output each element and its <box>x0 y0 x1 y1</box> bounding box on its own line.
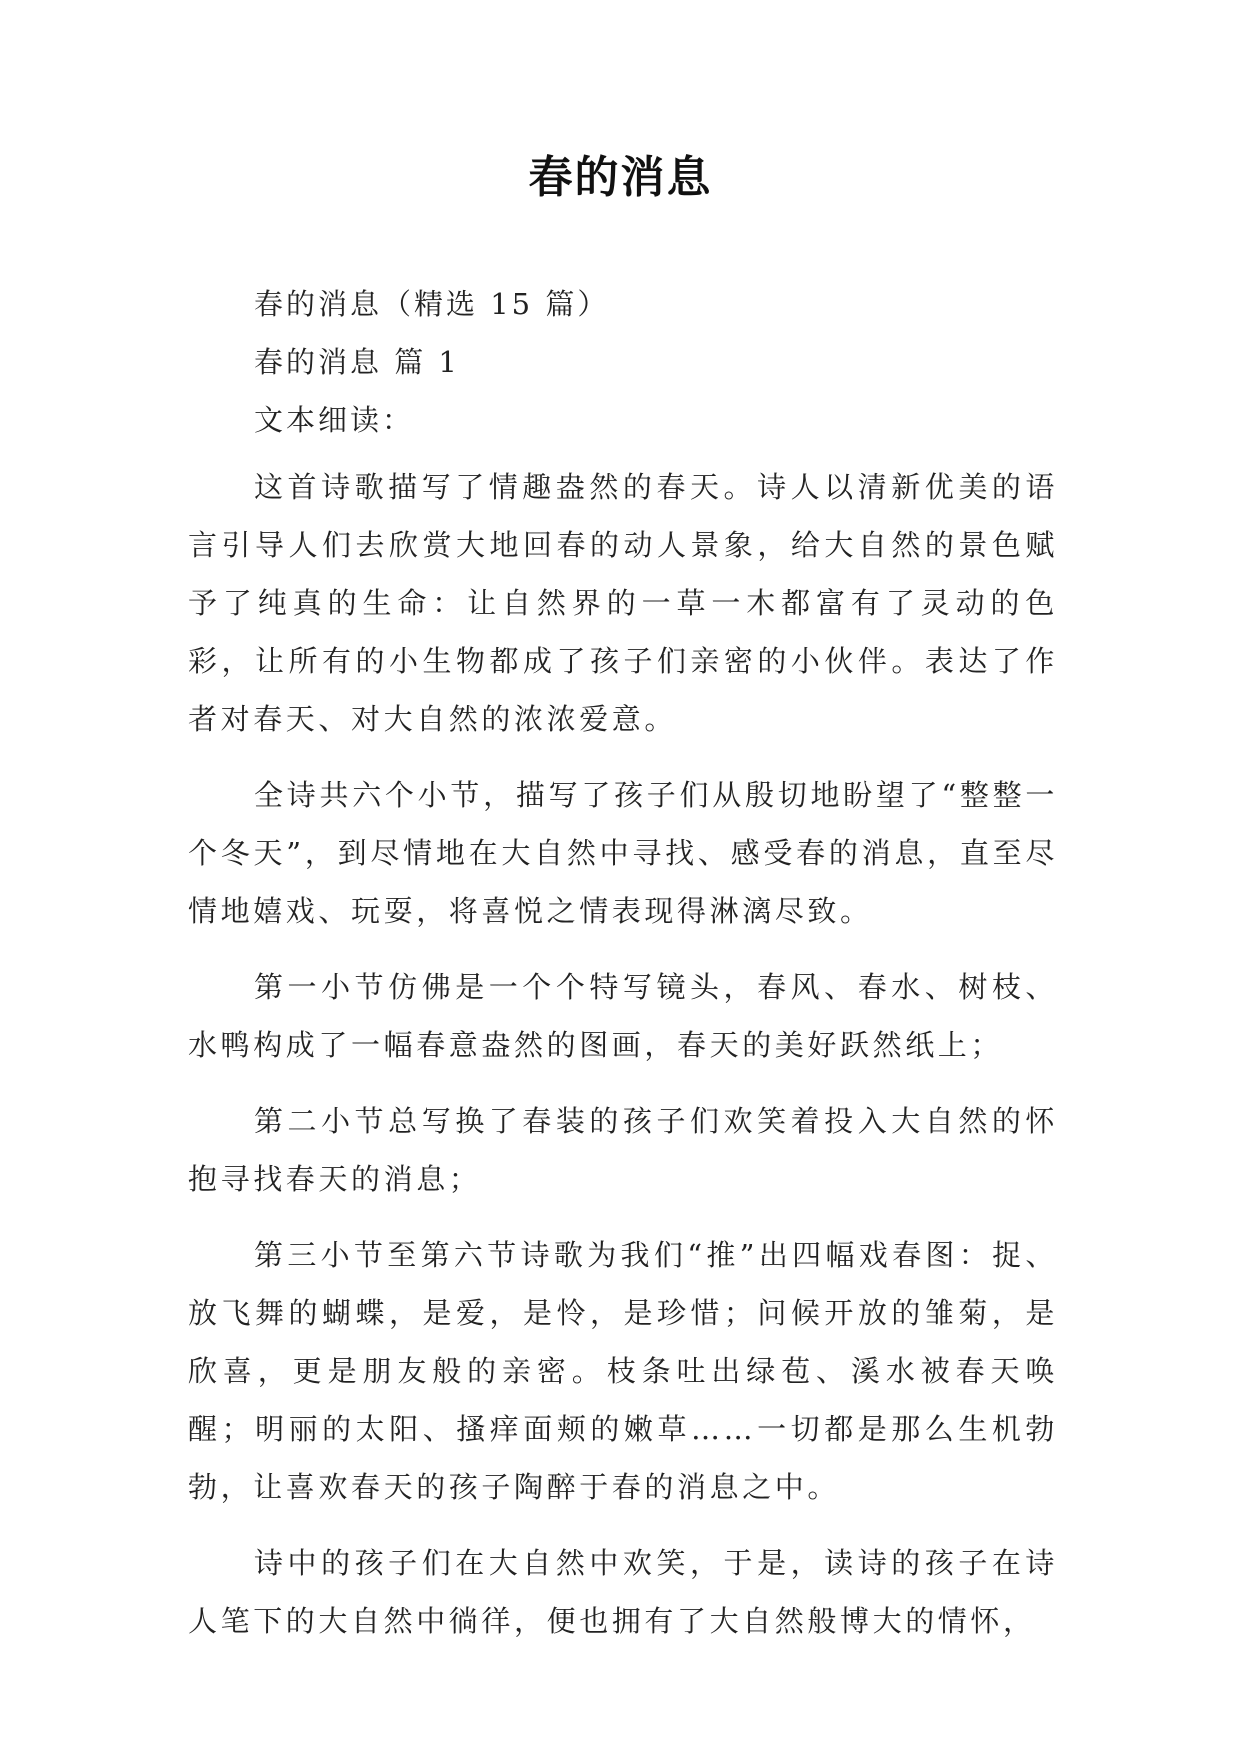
reading-label: 文本细读： <box>254 403 415 437</box>
document-title: 春的消息 <box>528 152 713 203</box>
paragraph: 全诗共六个小节，描写了孩子们从殷切地盼望了“整整一个冬天”，到尽情地在大自然中寻找、感受春的消息，直至尽情地嬉戏、玩耍，将喜悦之情表现得淋漓尽致。 <box>188 778 1058 928</box>
section-heading: 春的消息 篇 1 <box>254 345 460 379</box>
paragraph: 这首诗歌描写了情趣盎然的春天。诗人以清新优美的语言引导人们去欣赏大地回春的动人景象，给大自然的景色赋予了纯真的生命：让自然界的一草一木都富有了灵动的色彩，让所有的小生物都成了孩子们亲密的小伙伴。表达了作者对春天、对大自然的浓浓爱意。 <box>188 470 1058 736</box>
document-subtitle: 春的消息（精选 15 篇） <box>254 287 610 321</box>
paragraph: 第一小节仿佛是一个个特写镜头，春风、春水、树枝、水鸭构成了一幅春意盎然的图画，春天的美好跃然纸上； <box>188 970 1058 1062</box>
document-body <box>188 284 1058 1668</box>
paragraph: 第三小节至第六节诗歌为我们“推”出四幅戏春图：捉、放飞舞的蝴蝶，是爱，是怜，是珍惜；问候开放的雏菊，是欣喜，更是朋友般的亲密。枝条吐出绿苞、溪水被春天唤醒；明丽的太阳、搔痒面颊的嫩草……一切都是那么生机勃勃，让喜欢春天的孩子陶醉于春的消息之中。 <box>188 1238 1058 1504</box>
paragraph: 第二小节总写换了春装的孩子们欢笑着投入大自然的怀抱寻找春天的消息； <box>188 1104 1058 1196</box>
paragraph: 诗中的孩子们在大自然中欢笑，于是，读诗的孩子在诗人笔下的大自然中徜徉，便也拥有了大自然般博大的情怀， <box>188 1546 1058 1638</box>
